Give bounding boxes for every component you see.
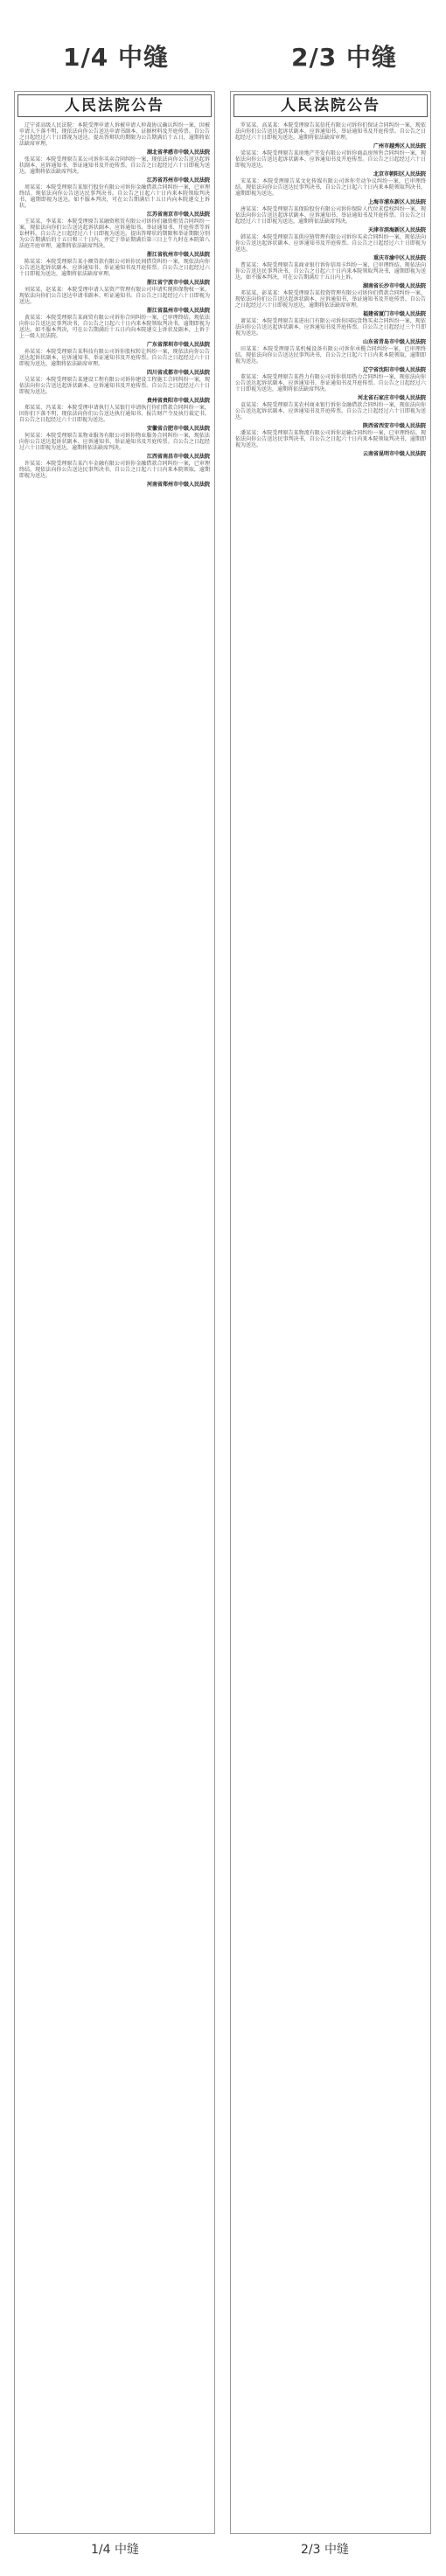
court-name: 河南省郑州市中级人民法院 xyxy=(146,482,210,488)
court-name: 江西省南昌市中级人民法院 xyxy=(146,454,210,460)
court-name: 湖南省长沙市中级人民法院 xyxy=(362,283,426,289)
announcement-column-right xyxy=(230,91,431,2534)
court-name: 福建省厦门市中级人民法院 xyxy=(362,311,426,317)
notice-paragraph: 辽宁省高级人民法院：本院受理申请人诉被申请人仲裁协议确认纠纷一案，因被申请人下落不明，现依法向你公告送达申请书副本、证据材料及开庭传票。自公告之日起经过六十日即视为送达。提出答辩状的期限为公告期满后十五日，逾期将依法缺席审理。 xyxy=(19,122,210,147)
court-name: 河北省石家庄市中级人民法院 xyxy=(357,395,426,401)
page-header xyxy=(0,38,446,73)
column-body xyxy=(15,120,214,491)
notice-paragraph: 郑某某、冯某某：本院受理申请执行人某银行申请执行你们借款合同纠纷一案，因你们下落不明，现依法向你们公告送达执行通知书、报告财产令及执行裁定书，自公告之日起经过六十日即视为送达。 xyxy=(19,405,210,423)
court-name: 湖北省孝感市中级人民法院 xyxy=(146,149,210,156)
notice-paragraph: 许某某：本院受理原告某汽车金融有限公司诉你金融借款合同纠纷一案，已审理终结。现依法向你公告送达民事判决书，自公告之日起六十日内来本院领取，逾期即视为送达。 xyxy=(19,461,210,479)
notice-paragraph: 邓某某、彭某某：本院受理原告某投资管理有限公司诉你们借款合同纠纷一案，现依法向你们公告送达起诉状副本、应诉通知书、举证通知书及开庭传票。自公告之日起经过六十日即视为送达，逾期将依法缺席审理。 xyxy=(235,290,426,309)
notice-paragraph: 刘某某、赵某某：本院受理申请人某资产管理有限公司申请实现担保物权一案，现依法向你们公告送达申请书副本、听证通知书。自公告之日起经过六十日即视为送达。 xyxy=(19,287,210,305)
notice-paragraph: 董某某：本院受理原告某热力有限公司诉你供用热力合同纠纷一案，现依法向你公告送达起诉状副本、应诉通知书、举证通知书及开庭传票。自公告之日起经过六十日即视为送达，逾期将依法缺席判决。 xyxy=(235,374,426,392)
notice-paragraph: 潘某某：本院受理原告某物流有限公司诉你运输合同纠纷一案，已审理终结。现依法向你公告送达民事判决书，自公告之日起六十日内来本院领取判决书，逾期即视为送达。 xyxy=(235,430,426,448)
notice-paragraph: 黄某某：本院受理原告某商贸有限公司诉你合同纠纷一案，已审理终结。现依法向你公告送达民事判决书，自公告之日起六十日内来本院领取判决书，逾期即视为送达。如不服本判决，可在公告期满后十五日内向本院递交上诉状及副本，上诉于上一级人民法院。 xyxy=(19,315,210,339)
column-title: 人民法院公告 xyxy=(17,94,212,117)
notice-paragraph: 王某某、李某某：本院受理原告某融资租赁有限公司诉你们融资租赁合同纠纷一案，现依法向你们公告送达起诉状副本、应诉通知书、举证通知书、开庭传票等诉讼材料。自公告之日起经过六十日即视为送达。提出答辩状的期限和举证期限分别为公告期满后的十五日和三十日内，并定于举证期满后第三日上午九时在本院第八法庭开庭审理，逾期将依法缺席判决。 xyxy=(19,219,210,249)
court-name: 江苏省苏州市中级人民法院 xyxy=(146,177,210,184)
court-name: 浙江省杭州市中级人民法院 xyxy=(146,252,210,258)
court-name: 重庆市渝中区人民法院 xyxy=(373,255,426,261)
court-name: 广州市越秀区人民法院 xyxy=(373,143,426,149)
court-name: 辽宁省沈阳市中级人民法院 xyxy=(362,367,426,373)
page-footer xyxy=(0,2540,446,2559)
court-name: 山东省青岛市中级人民法院 xyxy=(362,339,426,345)
notice-paragraph: 田某某：本院受理原告某机械设备有限公司诉你承揽合同纠纷一案，已审理终结。现依法向你公告送达民事判决书，自公告之日起六十日内来本院领取，逾期即视为送达。 xyxy=(235,346,426,365)
notice-paragraph: 孙某某：本院受理原告某科技有限公司诉你股权转让纠纷一案，现依法向你公告送达起诉状副本、应诉通知书、举证通知书及开庭传票。自公告之日起经过六十日即视为送达，逾期将依法缺席审理。 xyxy=(19,349,210,367)
court-name: 江苏省南京市中级人民法院 xyxy=(146,212,210,218)
court-name: 浙江省宁波市中级人民法院 xyxy=(146,280,210,286)
column-body xyxy=(231,120,430,461)
court-name: 广东省深圳市中级人民法院 xyxy=(146,342,210,348)
court-name: 安徽省合肥市中级人民法院 xyxy=(146,426,210,432)
notice-paragraph: 何某某：本院受理原告某物业服务有限公司诉你物业服务合同纠纷一案，现依法向你公告送达起诉状副本、应诉通知书、举证通知书及开庭传票。自公告之日起经过六十日即视为送达，逾期将依法缺席判决。 xyxy=(19,433,210,451)
notice-paragraph: 宋某某：本院受理原告某文化传媒有限公司诉你劳动争议纠纷一案，已审理终结。现依法向你公告送达民事判决书，自公告之日起六十日内来本院领取判决书，逾期即视为送达。 xyxy=(235,178,426,197)
notice-paragraph: 罗某某、高某某：本院受理原告某信托有限公司诉你们保证合同纠纷一案，现依法向你们公告送达起诉状副本、应诉通知书、举证通知书及开庭传票。自公告之日起经过六十日即视为送达，逾期将依法缺席审理。 xyxy=(235,122,426,141)
court-name: 上海市浦东新区人民法院 xyxy=(367,199,426,205)
court-name: 浙江省温州市中级人民法院 xyxy=(146,308,210,314)
notice-paragraph: 袁某某：本院受理原告某农村商业银行诉你金融借款合同纠纷一案，现依法向你公告送达起诉状副本、应诉通知书及开庭传票。自公告之日起经过六十日即视为送达。 xyxy=(235,402,426,420)
notice-paragraph: 唐某某：本院受理原告某保险股份有限公司诉你保险人代位求偿权纠纷一案，现依法向你公告送达起诉状副本、应诉通知书、举证通知书及开庭传票。自公告之日起经过六十日即视为送达，逾期将依法缺席判决。 xyxy=(235,206,426,225)
notice-paragraph: 曹某某：本院受理原告某商业银行诉你信用卡纠纷一案，已审理终结。现依法向你公告送达民事判决书，自公告之日起六十日内来本院领取判决书，逾期即视为送达。如不服本判决，可在公告期满后十五日内上诉。 xyxy=(235,262,426,281)
court-name: 四川省成都市中级人民法院 xyxy=(146,370,210,376)
court-name: 天津市滨海新区人民法院 xyxy=(367,227,426,233)
court-name: 云南省昆明市中级人民法院 xyxy=(362,451,426,457)
court-name: 陕西省西安市中级人民法院 xyxy=(362,423,426,429)
notice-paragraph: 萧某某：本院受理原告某进出口有限公司诉你国际货物买卖合同纠纷一案，现依法向你公告送达起诉状副本、应诉通知书及开庭传票。自公告之日起经过三个月即视为送达。 xyxy=(235,318,426,337)
notice-paragraph: 周某某：本院受理原告某银行股份有限公司诉你金融借款合同纠纷一案，已审理终结。现依法向你公告送达民事判决书。自公告之日起六十日内来本院领取判决书，逾期即视为送达。如不服本判决，可在公告期满后十五日内向本院递交上诉状。 xyxy=(19,184,210,209)
announcement-column-left xyxy=(14,91,215,2534)
notice-paragraph: 梁某某：本院受理原告某房地产开发有限公司诉你商品房预售合同纠纷一案，现依法向你公告送达起诉状副本、应诉通知书及开庭传票。自公告之日起经过六十日即视为送达。 xyxy=(235,150,426,169)
court-name: 贵州省贵阳市中级人民法院 xyxy=(146,398,210,404)
footer-left-label: 1/4 中缝 xyxy=(91,2543,139,2557)
column-title: 人民法院公告 xyxy=(233,94,428,117)
court-name: 北京市朝阳区人民法院 xyxy=(373,171,426,177)
notice-paragraph: 韩某某：本院受理原告某供应链管理有限公司诉你买卖合同纠纷一案，现依法向你公告送达起诉状副本、应诉通知书及开庭传票。自公告之日起经过六十日即视为送达。 xyxy=(235,234,426,253)
notice-paragraph: 张某某：本院受理原告某公司诉你买卖合同纠纷一案，现依法向你公告送达起诉状副本、应诉通知书、举证通知书及开庭传票。自公告之日起经过六十日即视为送达，逾期将依法缺席判决。 xyxy=(19,156,210,175)
footer-right-label: 2/3 中缝 xyxy=(301,2543,349,2557)
notice-paragraph: 吴某某：本院受理原告某建设工程有限公司诉你建设工程施工合同纠纷一案，现依法向你公告送达起诉状副本、应诉通知书及开庭传票。自公告之日起经过六十日即视为送达。 xyxy=(19,377,210,395)
notice-paragraph: 陈某某：本院受理原告某小额贷款有限公司诉你民间借贷纠纷一案，现依法向你公告送达起诉状副本、应诉通知书、举证通知书及开庭传票。自公告之日起经过六十日即视为送达，逾期将依法缺席审理。 xyxy=(19,259,210,277)
header-left-label: 1/4 中缝 xyxy=(63,43,169,72)
header-right-label: 2/3 中缝 xyxy=(291,43,397,72)
